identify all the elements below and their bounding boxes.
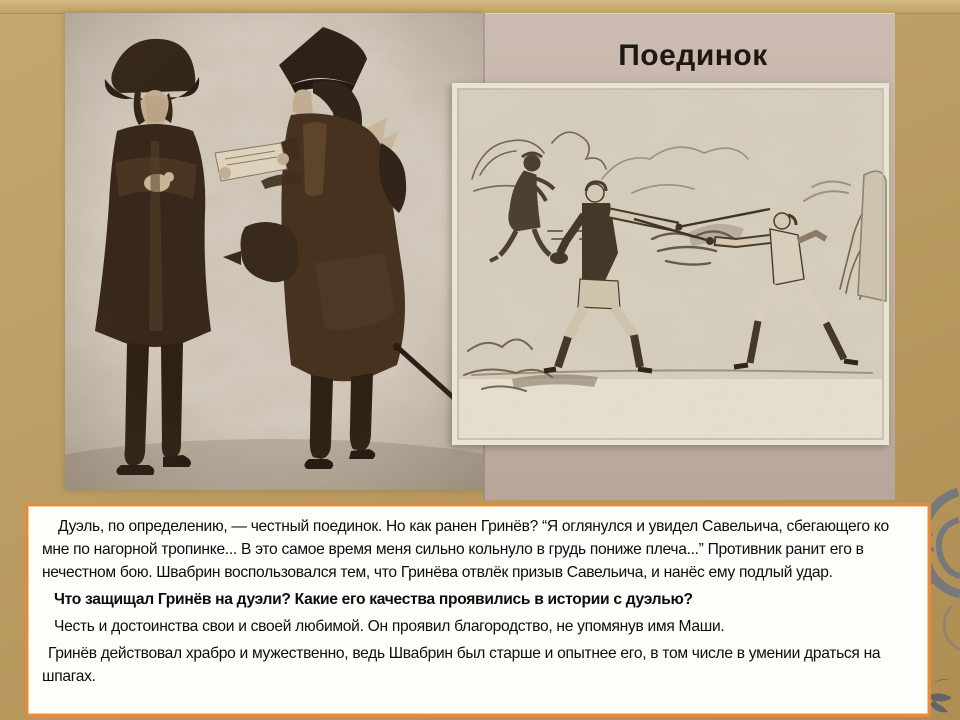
paragraph-duel-quote: Дуэль, по определению, — честный поединок. Но как ранен Гринёв? “Я оглянулся и увидел Савельича, сбегающего ко мне по нагорной тропинке... В это самое время меня сильно кольнуло в грудь пониже плеча...” Противник ранит его в нечестном бою. Швабрин воспользовался тем, что Гринёва отвлёк призыв Савельича, и нанёс ему подлый удар. <box>42 518 889 581</box>
text-panel <box>25 503 931 717</box>
page-title: Поединок <box>618 39 768 72</box>
decorative-top-bar <box>0 0 960 14</box>
paragraph-question: Что защищал Гринёв на дуэли? Какие его качества проявились в истории с дуэлью? <box>54 591 693 608</box>
paragraph-answer-2: Гринёв действовал храбро и мужественно, ведь Швабрин был старше и опытнее его, в том числе в умении драться на шпагах. <box>42 645 881 685</box>
paragraph-answer-1: Честь и достоинства свои и своей любимой. Он проявил благородство, не упомянув имя Маши. <box>54 618 725 635</box>
portrait-illustration <box>65 13 483 490</box>
duel-illustration <box>452 83 889 445</box>
